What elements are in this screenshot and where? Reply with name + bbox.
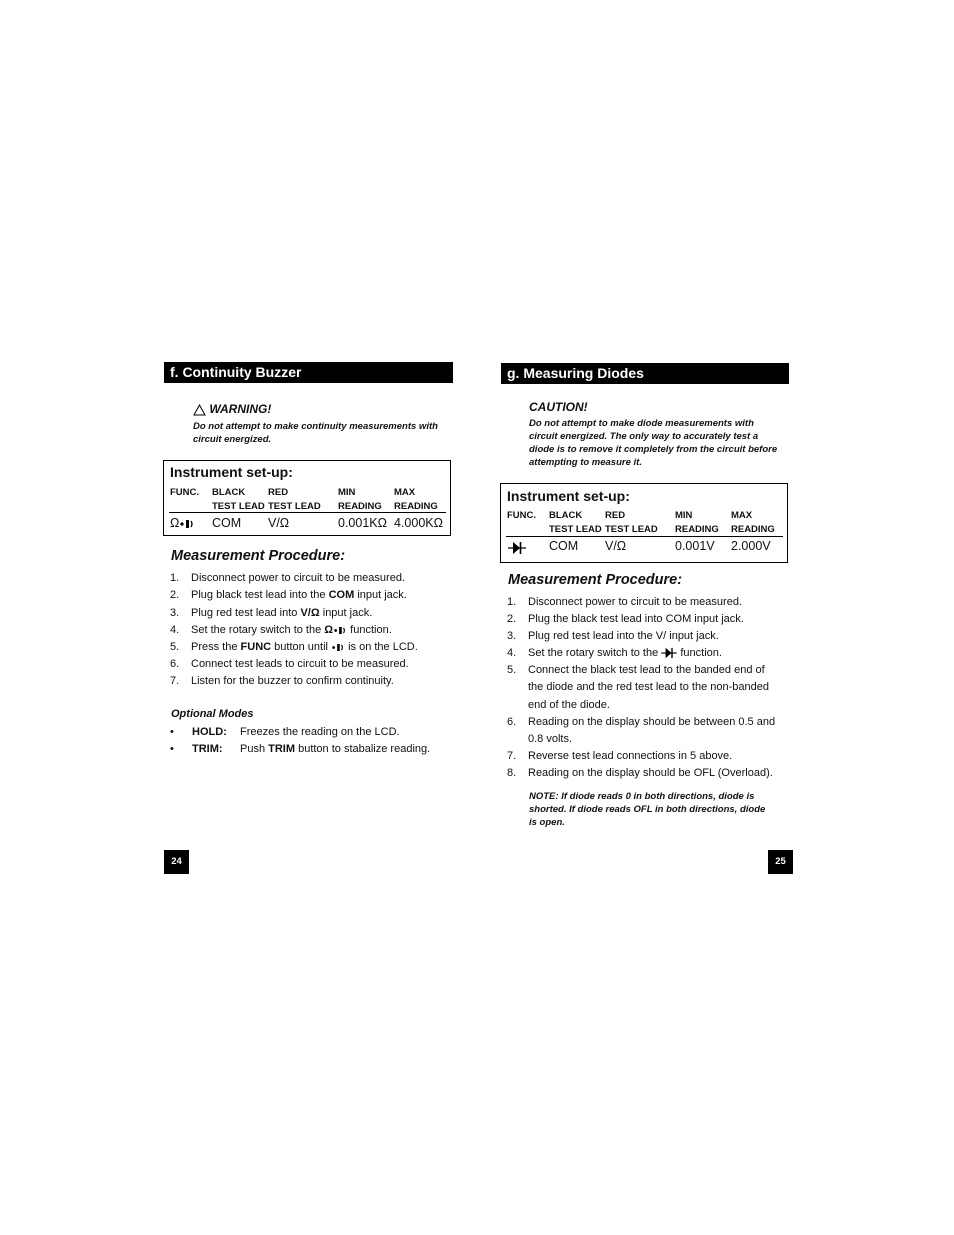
- col-min-reading: MIN READING: [675, 510, 719, 535]
- list-item: 4. Set the rotary switch to the function.: [507, 647, 722, 659]
- col-black-test-lead: BLACK TEST LEAD: [212, 487, 265, 512]
- col-min-reading: MIN READING: [338, 487, 382, 512]
- section-title-measuring-diodes: g. Measuring Diodes: [501, 363, 789, 384]
- cell-max-reading: 2.000V: [731, 539, 771, 553]
- col-max-reading: MAX READING: [731, 510, 775, 535]
- func-continuity-symbol: Ω: [170, 516, 195, 530]
- list-item: 3. Plug red test lead into V/Ω input jack.: [170, 607, 373, 619]
- list-item: 1. Disconnect power to circuit to be measured.: [507, 596, 742, 608]
- list-item: 8. Reading on the display should be OFL (Overload).: [507, 767, 773, 779]
- col-red-test-lead: RED TEST LEAD: [605, 510, 658, 535]
- list-item: 7. Listen for the buzzer to confirm continuity.: [170, 675, 394, 687]
- table-divider: [169, 512, 446, 513]
- col-max-reading: MAX READING: [394, 487, 438, 512]
- list-item: 4. Set the rotary switch to the Ω function.: [170, 624, 392, 636]
- warning-triangle-icon: [193, 404, 206, 416]
- list-item: 1. Disconnect power to circuit to be measured.: [170, 572, 405, 584]
- caution-heading: CAUTION!: [529, 400, 588, 414]
- col-func: FUNC.: [170, 487, 200, 498]
- cell-min-reading: 0.001KΩ: [338, 516, 387, 530]
- cell-black-lead: COM: [549, 539, 579, 553]
- list-item: 3. Plug red test lead into the V/ input jack.: [507, 630, 719, 642]
- buzzer-icon: [331, 642, 345, 653]
- list-item: 2. Plug the black test lead into COM input jack.: [507, 613, 744, 625]
- page-number-left: 24: [164, 850, 189, 874]
- setup-title: Instrument set-up:: [507, 488, 630, 504]
- list-item: 6. Connect test leads to circuit to be measured.: [170, 658, 409, 670]
- list-item: 5. Press the FUNC button until is on the LCD.: [170, 641, 418, 653]
- setup-title: Instrument set-up:: [170, 464, 293, 480]
- list-item: 7. Reverse test lead connections in 5 above.: [507, 750, 733, 762]
- col-func: FUNC.: [507, 510, 537, 521]
- list-item: 5. Connect the black test lead to the banded end of: [507, 664, 765, 676]
- cell-min-reading: 0.001V: [675, 539, 715, 553]
- caution-text: Do not attempt to make diode measurements with circuit energized. The only way to accurately test a diode is to remove it completely from the circuit before attempting to measure it.: [529, 418, 778, 468]
- list-item-continued: the diode and the red test lead to the non-banded: [528, 681, 769, 693]
- cell-max-reading: 4.000KΩ: [394, 516, 443, 530]
- diode-icon: [661, 647, 677, 659]
- page-number-right: 25: [768, 850, 793, 874]
- col-black-test-lead: BLACK TEST LEAD: [549, 510, 602, 535]
- buzzer-icon: [333, 625, 347, 636]
- list-item: 6. Reading on the display should be between 0.5 and: [507, 716, 776, 728]
- optional-mode-trim: • TRIM: Push TRIM button to stabalize reading.: [170, 743, 431, 755]
- diode-note: NOTE: If diode reads 0 in both directions, diode is shorted. If diode reads OFL in both directions, diode is open.: [529, 791, 766, 828]
- warning-text: Do not attempt to make continuity measurements with circuit energized.: [193, 421, 438, 445]
- func-diode-symbol: [508, 540, 526, 555]
- optional-mode-hold: • HOLD: Freezes the reading on the LCD.: [170, 726, 400, 738]
- cell-red-lead: V/Ω: [605, 539, 627, 553]
- cell-red-lead: V/Ω: [268, 516, 290, 530]
- cell-black-lead: COM: [212, 516, 242, 530]
- buzzer-icon: [179, 518, 195, 530]
- section-title-continuity-buzzer: f. Continuity Buzzer: [164, 362, 453, 383]
- list-item: 2. Plug black test lead into the COM input jack.: [170, 589, 407, 601]
- procedure-title: Measurement Procedure:: [171, 548, 346, 564]
- list-item-continued: 0.8 volts.: [528, 733, 573, 745]
- warning-heading: [193, 402, 271, 416]
- table-divider: [506, 536, 783, 537]
- warning-label: WARNING!: [209, 402, 272, 416]
- col-red-test-lead: RED TEST LEAD: [268, 487, 321, 512]
- diode-icon: [508, 541, 526, 555]
- list-item-continued: end of the diode.: [528, 699, 610, 711]
- procedure-title: Measurement Procedure:: [508, 572, 683, 588]
- optional-modes-title: Optional Modes: [171, 708, 254, 720]
